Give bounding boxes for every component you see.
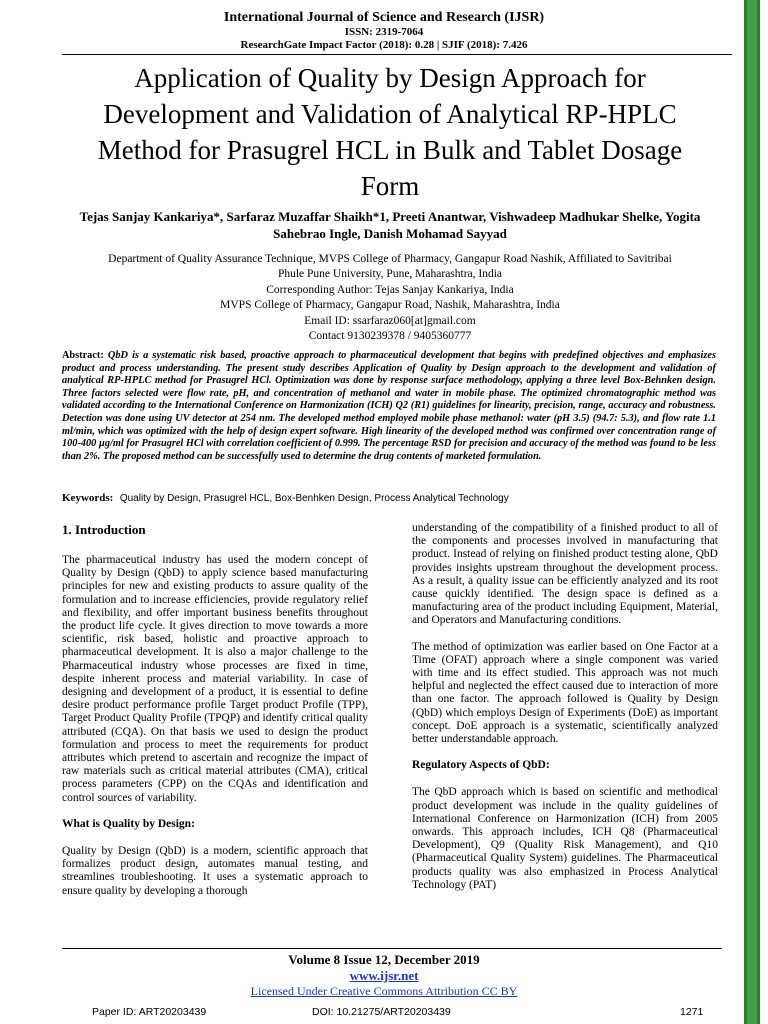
affiliation-block [60,252,720,344]
paper-id: Paper ID: ART20203439 [92,1006,207,1018]
journal-impact-factor: ResearchGate Impact Factor (2018): 0.28 | SJIF (2018): 7.426 [240,39,528,51]
left-column [62,520,368,911]
subheading-what-is-qbd: What is Quality by Design: [62,817,195,830]
abstract [62,350,716,463]
affiliation-line: MVPS College of Pharmacy, Gangapur Road, Nashik, Maharashtra, India [220,299,560,312]
paragraph: understanding of the compatibility of a finished product to all of the components and processes involved in manufacturing that product. Instead of relying on finished product testing alone, QbD provides insights upstream throughout the development process. As a result, a quality issue can be efficiently analyzed and its root cause quickly identified. The design space is defined as a manufacturing area of the product including Equipment, Material, and Operators and Manufacturing conditions. [412,522,718,627]
footer-divider [62,948,722,949]
doi: DOI: 10.21275/ART20203439 [312,1006,451,1018]
section-heading-introduction: 1. Introduction [62,522,146,537]
journal-header [0,10,768,52]
page-number: 1271 [680,1006,704,1018]
header-divider [62,54,732,55]
abstract-label: Abstract: [62,350,104,361]
paper-title: Application of Quality by Design Approach for Development and Validation of Analytical RP-HPLC Method for Prasugrel HCL in Bulk and Tablet Dosage Form [97,63,683,201]
affiliation-line: Phule Pune University, Pune, Maharashtra, India [277,268,503,281]
side-decoration-stripe [744,0,760,1024]
paragraph: Quality by Design (QbD) is a modern, scientific approach that formalizes product design, automates manual testing, and streamlines troubleshooting. It uses a systematic approach to ensure quality by developing a thorough [62,845,368,897]
journal-name: International Journal of Science and Research (IJSR) [223,10,545,25]
paragraph: The method of optimization was earlier based on One Factor at a Time (OFAT) approach where a single component was varied with time and its effect studied. This approach was not much helpful and neglected the effect caused due to interaction of more than one factor. The approach followed is Quality by Design (QbD) which employs Design of Experiments (DoE) as important concept. DoE approach is a systematic, scientifically analyzed better understandable approach. [412,640,718,746]
abstract-text: QbD is a systematic risk based, proactive approach to pharmaceutical development that begins with predefined objectives and emphasizes product and process understanding. The present study describes Application of Quality by Design approach to the development and validation of analytical RP-HPLC method for Prasugrel HCl. Optimization was done by response surface methodology, applying a three level Box-Behnken design. Three factors selected were flow rate, pH, and concentration of methanol and water in mobile phase. The optimized chromatographic method was validated according to the International Conference on Harmonization (ICH) Q2 (R1) guidelines for linearity, precision, range, accuracy and robustness. Detection was done using UV detector at 254 nm. The developed method employed mobile phase methanol: water (pH 3.5) (94.7: 5.3), and flow rate 1.1 ml/min, which was optimized with the help of design expert software. High linearity of the developed method was confirmed over concentration range of 100-400 µg/ml for Prasugrel HCl with correlation coefficient of 0.999. The percentage RSD for precision and accuracy of the method was found to be less than 2%. The proposed method can be successfully used to determine the drug contents of marketed formulation. [62,350,717,462]
email-address: Email ID: ssarfaraz060[at]gmail.com [304,314,476,327]
contact-number: Contact 9130239378 / 9405360777 [308,330,472,343]
keywords-text: Quality by Design, Prasugrel HCL, Box-Benhken Design, Process Analytical Technology [119,493,509,504]
paragraph: The pharmaceutical industry has used the modern concept of Quality by Design (QbD) to apply science based manufacturing principles for new and existing products to assure quality of the formulation and to increase efficiencies, provide regulatory relief and flexibility, and offer important business benefits throughout the product life cycle. It gives direction to move towards a more scientific, risk based, holistic and proactive approach to pharmaceutical development. It is also a major challenge to the Pharmaceutical industry whose processes are fixed in time, despite inherent process and material variability. In case of designing and development of a product, it is essential to define desire product performance profile Target product Profile (TPP), Target Product Quality Profile (TPQP) and identify critical quality attributed (CQA). On that basis we used to design the product formulation and process to meet the requirements for product attributes which pretend to ascertain and recognize the impact of raw materials such as critical material attributes (CMA), critical process parameters (CPP) on the CQAs and identification and control sources of variability. [62,554,368,804]
keywords [62,492,722,505]
paragraph: The QbD approach which is based on scientific and methodical product development was include in the quality guidelines of International Conference on Harmonization (ICH) from 2005 onwards. This approach includes, ICH Q8 (Pharmaceutical Development), Q9 (Quality Risk Management), and Q10 (Pharmaceutical Quality System) guidelines. The Pharmaceutical products quality was also emphasized in Process Analytical Technology (PAT) [412,786,718,891]
affiliation-line: Department of Quality Assurance Technique, MVPS College of Pharmacy, Gangapur Road Nashik, Affiliated to Savitribai [108,253,672,265]
author-list: Tejas Sanjay Kankariya*, Sarfaraz Muzaffar Shaikh*1, Preeti Anantwar, Vishwadeep Madhukar Shelke, Yogita Sahebrao Ingle, Danish Mohamad Sayyad [79,209,701,241]
subheading-regulatory-aspects: Regulatory Aspects of QbD: [412,759,550,772]
side-decoration-stripe-inner [747,0,757,1024]
right-column [412,522,718,905]
volume-issue: Volume 8 Issue 12, December 2019 [288,952,480,967]
journal-issn: ISSN: 2319-7064 [344,26,424,38]
corresponding-author: Corresponding Author: Tejas Sanjay Kankariya, India [266,283,514,296]
journal-website-link[interactable]: www.ijsr.net [349,968,419,983]
license-link[interactable]: Licensed Under Creative Commons Attribution CC BY [250,984,518,998]
keywords-label: Keywords: [62,492,114,504]
